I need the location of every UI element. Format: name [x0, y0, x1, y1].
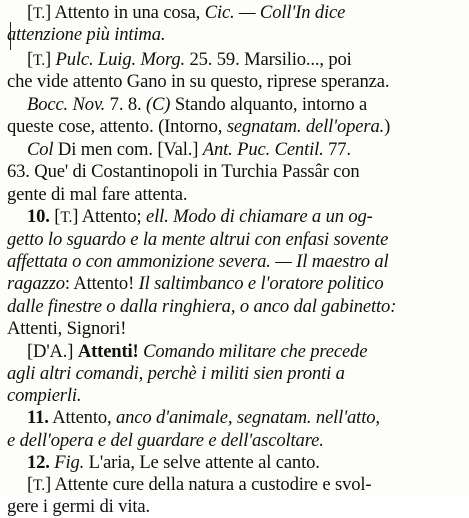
text-run: Stando alquanto, intorno a	[170, 94, 368, 115]
text-run: ell. Modo di chiamare a un og-	[146, 206, 373, 227]
text-run: queste cose, attento. (Intorno,	[7, 116, 227, 137]
text-run: [D'A.]	[27, 341, 78, 362]
text-run: gente di mal fare attenta.	[7, 184, 188, 205]
text-run: 63. Que' di Costantinopoli in Turchia Passâr con	[7, 161, 360, 182]
text-line	[7, 318, 126, 340]
text-run: gere i germi di vita.	[7, 496, 150, 517]
text-run: [	[27, 49, 34, 70]
text-run: attenzione più intima.	[7, 24, 166, 45]
text-line	[27, 407, 380, 429]
text-run: )	[384, 116, 391, 137]
text-run: affettata o con ammonizione severa. — Il maestro al	[7, 251, 389, 272]
text-line	[27, 2, 345, 25]
text-run: Cic. — Coll'In dice	[204, 2, 346, 23]
text-line	[27, 452, 320, 474]
text-line	[7, 385, 81, 407]
text-line	[7, 430, 324, 452]
text-line	[27, 139, 351, 161]
text-line	[7, 273, 384, 295]
text-run: ] Attente cure della natura a custodire e svol-	[44, 474, 372, 495]
text-run: T.	[60, 209, 73, 226]
text-run: getto lo sguardo e la mente altrui con enfasi sovente	[7, 229, 389, 250]
text-line	[7, 251, 389, 273]
text-run: agli altri comandi, perchè i militi sien pronti a	[7, 363, 345, 384]
text-run: Di men com. [Val.]	[53, 139, 203, 160]
text-line	[27, 474, 371, 497]
text-line	[7, 116, 390, 138]
text-run: ] Attento in una cosa,	[44, 2, 205, 23]
text-run: Col	[27, 139, 54, 160]
text-run: ]	[44, 49, 56, 70]
text-run: Ant. Puc. Centil.	[202, 139, 324, 160]
text-line	[7, 184, 187, 206]
text-line	[7, 161, 360, 183]
text-run: T.	[33, 477, 45, 494]
text-run: 11.	[27, 407, 49, 428]
text-run: ragazzo	[7, 273, 65, 294]
text-line	[7, 496, 150, 518]
text-run: compierli.	[7, 385, 82, 406]
text-run: che vide attento Gano in su questo, riprese speranza.	[7, 71, 390, 92]
text-run: dalle finestre o dalla ringhiera, o anco dal gabinetto:	[7, 296, 397, 317]
text-line	[27, 94, 367, 116]
text-line	[7, 363, 345, 385]
text-run: 77.	[323, 139, 351, 160]
text-run: anco d'animale, segnatam. nell'atto,	[115, 407, 380, 428]
text-line	[7, 229, 388, 251]
text-line	[7, 71, 389, 93]
text-run: Pulc. Luig. Morg.	[55, 49, 185, 70]
text-run: L'aria, Le selve attente al canto.	[84, 452, 320, 473]
text-run: Bocc. Nov.	[27, 94, 106, 115]
text-run: [	[27, 2, 34, 23]
text-run: T.	[33, 52, 45, 69]
text-line	[27, 341, 367, 363]
text-run: Attento,	[48, 407, 116, 428]
text-line	[7, 296, 396, 318]
text-run: [	[27, 474, 34, 495]
text-run: ] Attento;	[72, 206, 147, 227]
text-run: Fig.	[54, 452, 85, 473]
text-run: e dell'opera e del guardare e dell'ascoltare.	[7, 430, 324, 451]
text-run: Comando militare che precede	[138, 341, 368, 362]
text-run: Il saltimbanco e l'oratore politico	[138, 273, 384, 294]
text-run: T.	[33, 5, 45, 22]
text-run: (C)	[145, 94, 171, 115]
text-run: [	[49, 206, 61, 227]
text-run: segnatam. dell'opera.	[226, 116, 385, 137]
text-line	[27, 49, 352, 72]
text-line	[27, 206, 373, 229]
text-run: 12.	[27, 452, 50, 473]
text-run: Attenti!	[77, 341, 139, 362]
text-run: Attenti, Signori!	[7, 318, 127, 339]
text-run: 10.	[27, 206, 50, 227]
text-run: 7. 8.	[105, 94, 146, 115]
text-line	[7, 24, 165, 46]
text-run: 25. 59. Marsilio..., poi	[185, 49, 352, 70]
text-run: : Attento!	[64, 273, 139, 294]
